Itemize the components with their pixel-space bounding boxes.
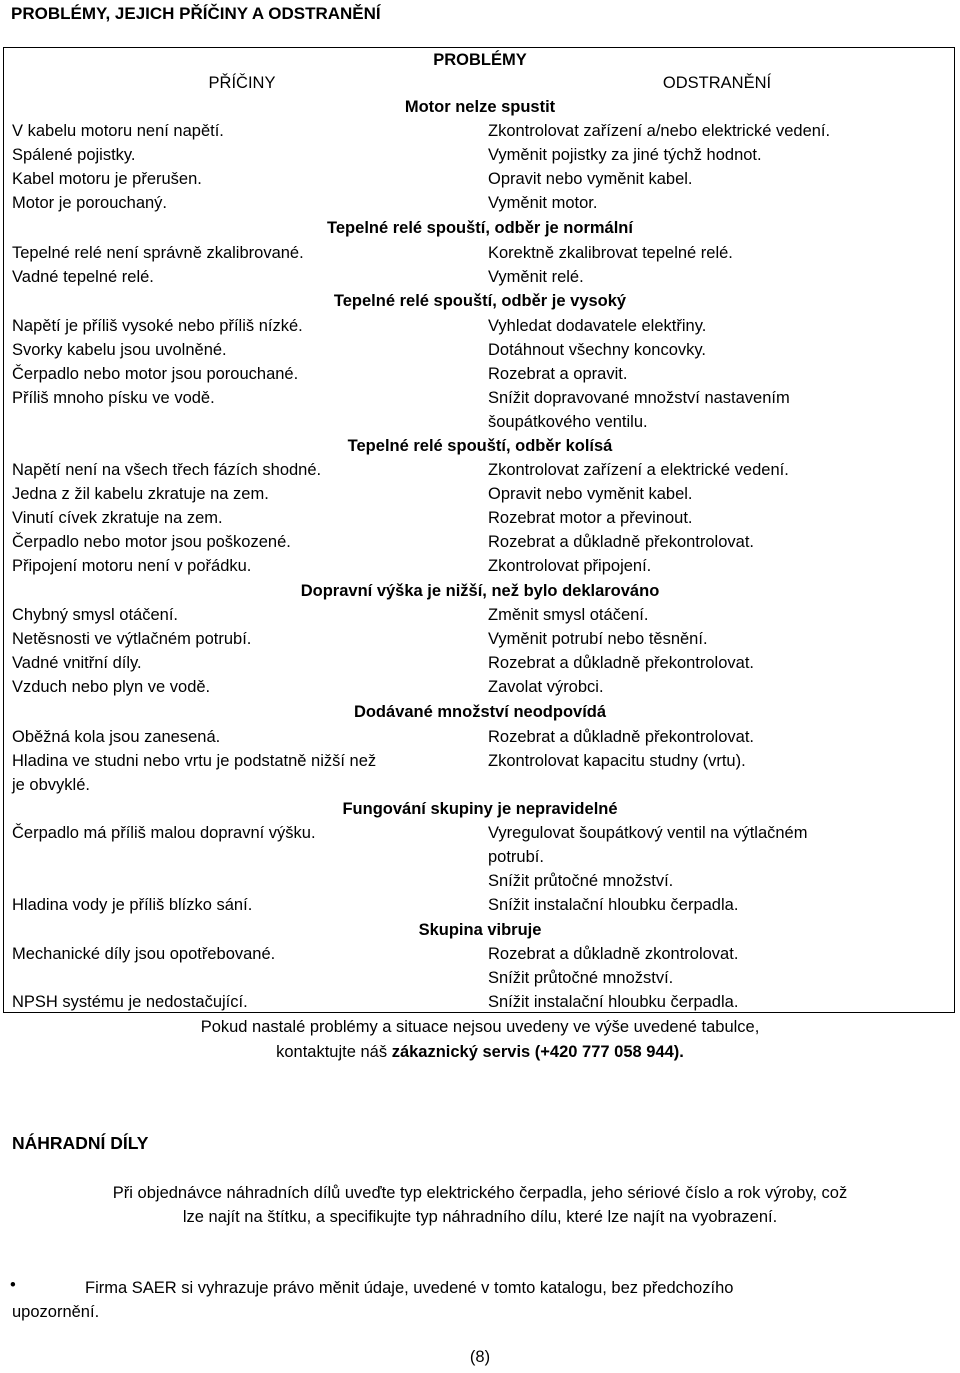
cause-item: Napětí není na všech třech fázích shodné.: [12, 461, 322, 479]
fix-item: Rozebrat a důkladně zkontrolovat.: [488, 945, 739, 963]
page-title: PROBLÉMY, JEJICH PŘÍČINY A ODSTRANĚNÍ: [11, 4, 381, 23]
section-heading: Tepelné relé spouští, odběr je vysoký: [333, 292, 627, 310]
cause-item: Kabel motoru je přerušen.: [12, 170, 202, 188]
cause-item: Tepelné relé není správně zkalibrované.: [12, 244, 304, 262]
disclaimer-line1: Firma SAER si vyhrazuje právo měnit údaje, uvedené v tomto katalogu, bez předchozího: [85, 1279, 734, 1297]
fix-item: Zkontrolovat kapacitu studny (vrtu).: [488, 752, 746, 770]
header-problems: PROBLÉMY: [433, 51, 527, 69]
fix-item: Vyměnit relé.: [488, 268, 584, 286]
fix-item: Snížit dopravované množství nastavením: [488, 389, 790, 407]
cause-item: je obvyklé.: [12, 776, 90, 794]
spare-parts-text-line2: lze najít na štítku, a specifikujte typ náhradního dílu, které lze najít na vyobrazení.: [182, 1208, 778, 1226]
cause-item: Vadné tepelné relé.: [12, 268, 154, 286]
fix-item: Snížit průtočné množství.: [488, 872, 674, 890]
cause-item: NPSH systému je nedostačující.: [12, 993, 248, 1011]
disclaimer-line2: upozornění.: [12, 1303, 100, 1321]
fix-item: Rozebrat motor a převinout.: [488, 509, 693, 527]
fix-item: Opravit nebo vyměnit kabel.: [488, 485, 693, 503]
fix-item: Snížit instalační hloubku čerpadla.: [488, 993, 739, 1011]
fix-item: Vyměnit potrubí nebo těsnění.: [488, 630, 708, 648]
fix-item: Dotáhnout všechny koncovky.: [488, 341, 706, 359]
header-fixes: ODSTRANĚNÍ: [662, 74, 772, 92]
fix-item: Rozebrat a důkladně překontrolovat.: [488, 728, 754, 746]
cause-item: Hladina vody je příliš blízko sání.: [12, 896, 253, 914]
cause-item: Chybný smysl otáčení.: [12, 606, 178, 624]
section-heading: Skupina vibruje: [418, 921, 542, 939]
section-heading: Fungování skupiny je nepravidelné: [342, 800, 618, 818]
bullet-icon: •: [10, 1276, 16, 1294]
section-heading: Dodávané množství neodpovídá: [353, 703, 607, 721]
fix-item: Vyměnit motor.: [488, 194, 598, 212]
cause-item: Mechanické díly jsou opotřebované.: [12, 945, 276, 963]
section-heading: Tepelné relé spouští, odběr kolísá: [347, 437, 613, 455]
cause-item: Spálené pojistky.: [12, 146, 136, 164]
page-number: (8): [469, 1348, 491, 1366]
fix-item: šoupátkového ventilu.: [488, 413, 648, 431]
header-causes: PŘÍČINY: [208, 74, 276, 92]
fix-item: Vyměnit pojistky za jiné týchž hodnot.: [488, 146, 762, 164]
cause-item: Čerpadlo nebo motor jsou poškozené.: [12, 533, 291, 551]
cause-item: Oběžná kola jsou zanesená.: [12, 728, 221, 746]
cause-item: Vadné vnitřní díly.: [12, 654, 142, 672]
fix-item: Snížit instalační hloubku čerpadla.: [488, 896, 739, 914]
fix-item: Rozebrat a důkladně překontrolovat.: [488, 533, 754, 551]
fix-item: Zavolat výrobci.: [488, 678, 604, 696]
fix-item: potrubí.: [488, 848, 544, 866]
fix-item: Rozebrat a opravit.: [488, 365, 628, 383]
fix-item: Zkontrolovat připojení.: [488, 557, 652, 575]
spare-parts-text-line1: Při objednávce náhradních dílů uveďte typ elektrického čerpadla, jeho sériové číslo a rok výroby, což: [112, 1184, 848, 1202]
cause-item: Netěsnosti ve výtlačném potrubí.: [12, 630, 252, 648]
table-note-line2: [0, 1040, 960, 1064]
cause-item: Svorky kabelu jsou uvolněné.: [12, 341, 227, 359]
cause-item: Čerpadlo má příliš malou dopravní výšku.: [12, 824, 316, 842]
cause-item: Vinutí cívek zkratuje na zem.: [12, 509, 223, 527]
spare-parts-heading: NÁHRADNÍ DÍLY: [12, 1133, 149, 1153]
cause-item: Příliš mnoho písku ve vodě.: [12, 389, 215, 407]
fix-item: Zkontrolovat zařízení a elektrické vedení.: [488, 461, 789, 479]
cause-item: Vzduch nebo plyn ve vodě.: [12, 678, 211, 696]
fix-item: Korektně zkalibrovat tepelné relé.: [488, 244, 733, 262]
fix-item: Vyregulovat šoupátkový ventil na výtlačném: [488, 824, 808, 842]
cause-item: Připojení motoru není v pořádku.: [12, 557, 252, 575]
cause-item: Hladina ve studni nebo vrtu je podstatně nižší než: [12, 752, 377, 770]
cause-item: Jedna z žil kabelu zkratuje na zem.: [12, 485, 269, 503]
cause-item: Motor je porouchaný.: [12, 194, 168, 212]
table-note-line1: Pokud nastalé problémy a situace nejsou uvedeny ve výše uvedené tabulce,: [200, 1018, 760, 1036]
customer-service-contact: zákaznický servis (+420 777 058 944).: [391, 1043, 684, 1061]
cause-item: Napětí je příliš vysoké nebo příliš nízké.: [12, 317, 303, 335]
table-note-text: kontaktujte náš: [276, 1043, 392, 1061]
fix-item: Opravit nebo vyměnit kabel.: [488, 170, 693, 188]
cause-item: Čerpadlo nebo motor jsou porouchané.: [12, 365, 299, 383]
section-heading: Motor nelze spustit: [404, 98, 556, 116]
fix-item: Snížit průtočné množství.: [488, 969, 674, 987]
fix-item: Změnit smysl otáčení.: [488, 606, 649, 624]
section-heading: Tepelné relé spouští, odběr je normální: [327, 219, 633, 237]
fix-item: Vyhledat dodavatele elektřiny.: [488, 317, 707, 335]
fix-item: Zkontrolovat zařízení a/nebo elektrické vedení.: [488, 122, 831, 140]
section-heading: Dopravní výška je nižší, než bylo deklarováno: [300, 582, 660, 600]
cause-item: V kabelu motoru není napětí.: [12, 122, 224, 140]
fix-item: Rozebrat a důkladně překontrolovat.: [488, 654, 754, 672]
